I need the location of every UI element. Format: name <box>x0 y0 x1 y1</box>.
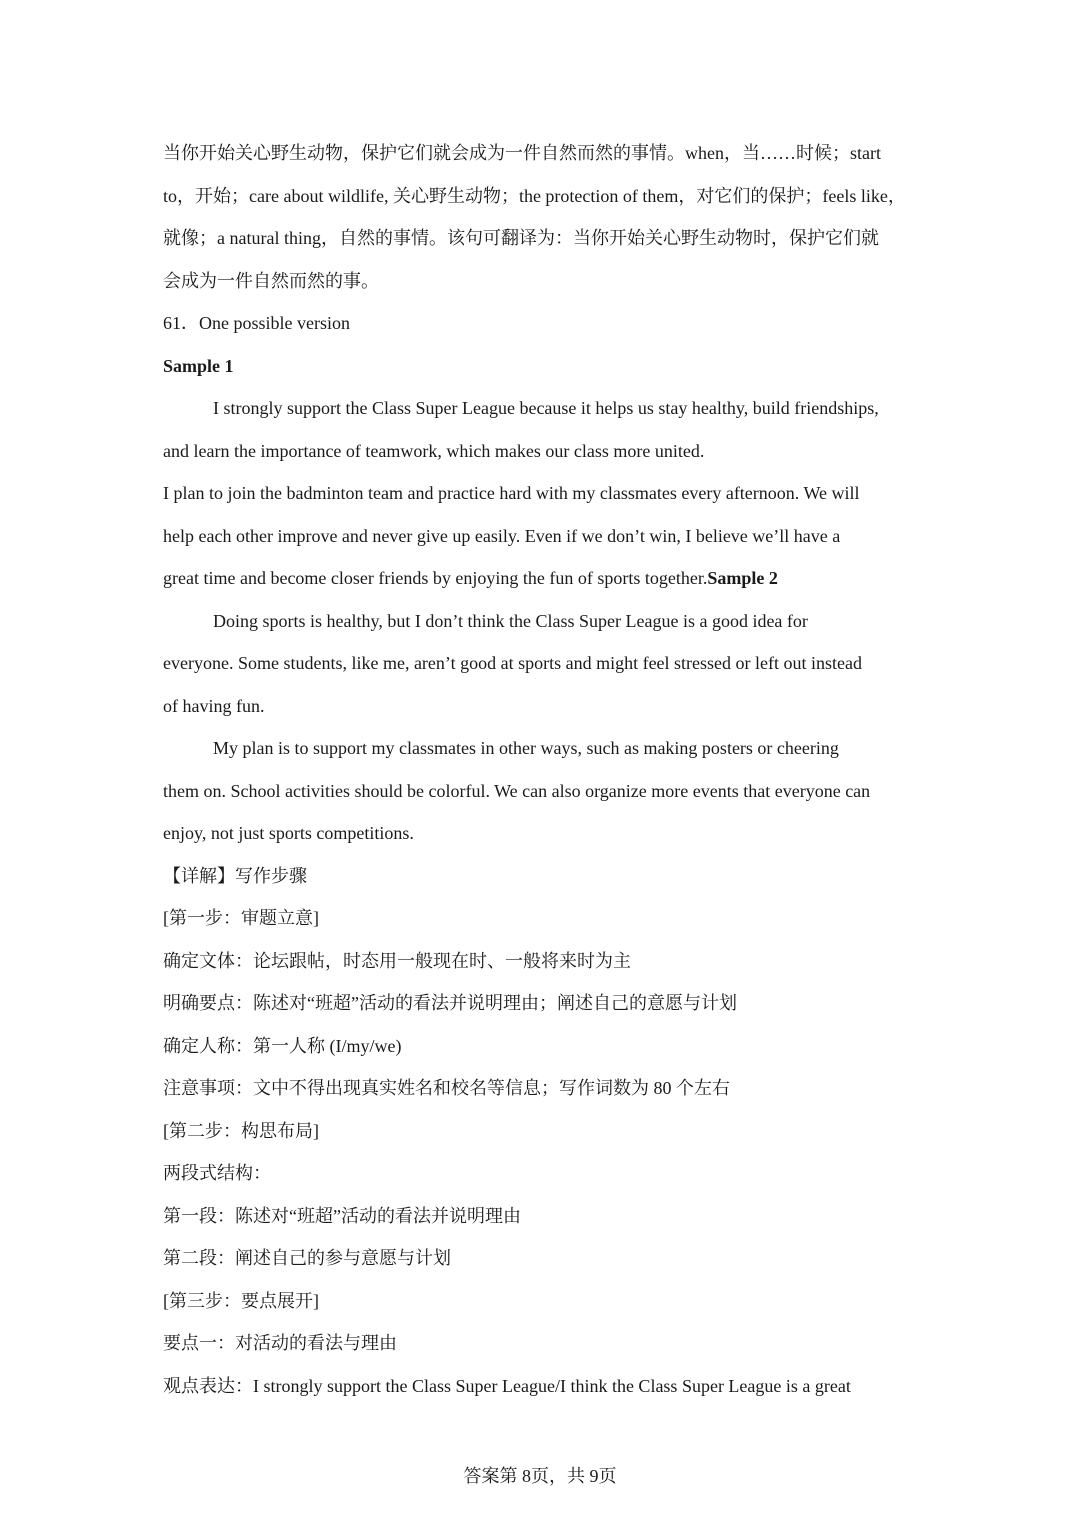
text-line: enjoy, not just sports competitions. <box>163 823 414 843</box>
text-line: 第一段：陈述对“班超”活动的看法并说明理由 <box>163 1205 521 1226</box>
step-heading: [第三步：要点展开] <box>163 1290 319 1311</box>
text-segment: great time and become closer friends by enjoying the fun of sports together. <box>163 568 708 588</box>
text-line: 当你开始关心野生动物，保护它们就会成为一件自然而然的事情。when，当……时候；start <box>163 143 881 163</box>
section-heading: 【详解】写作步骤 <box>163 865 307 886</box>
question-number: 61．One possible version <box>163 313 350 333</box>
step-heading: [第二步：构思布局] <box>163 1120 319 1141</box>
text-line: them on. School activities should be colorful. We can also organize more events that everyone can <box>163 780 871 801</box>
text-line: 注意事项：文中不得出现真实姓名和校名等信息；写作词数为 80 个左右 <box>163 1078 730 1098</box>
sample-heading: Sample 1 <box>163 355 234 376</box>
body-text <box>163 132 923 1407</box>
text-line: and learn the importance of teamwork, which makes our class more united. <box>163 440 705 461</box>
text-line: 两段式结构： <box>163 1163 271 1183</box>
text-line: 要点一：对活动的看法与理由 <box>163 1333 397 1353</box>
step-heading: [第一步：审题立意] <box>163 908 319 928</box>
text-line: My plan is to support my classmates in other ways, such as making posters or cheering <box>213 738 839 758</box>
text-line: help each other improve and never give up easily. Even if we don’t win, I believe we’ll have a <box>163 525 841 546</box>
text-line: I plan to join the badminton team and practice hard with my classmates every afternoon. We will <box>163 483 860 503</box>
text-line: everyone. Some students, like me, aren’t good at sports and might feel stressed or left out instead <box>163 653 863 673</box>
text-line: 明确要点：陈述对“班超”活动的看法并说明理由；阐述自己的意愿与计划 <box>163 993 737 1013</box>
text-line: Doing sports is healthy, but I don’t think the Class Super League is a good idea for <box>213 610 808 631</box>
text-line: 会成为一件自然而然的事。 <box>163 270 379 291</box>
text-line: 第二段：阐述自己的参与意愿与计划 <box>163 1248 451 1268</box>
text-line: to，开始；care about wildlife, 关心野生动物；the protection of them，对它们的保护；feels like， <box>163 185 906 206</box>
text-line: 就像；a natural thing，自然的事情。该句可翻译为：当你开始关心野生动物时，保护它们就 <box>163 228 879 248</box>
text-line: 确定人称：第一人称 (I/my/we) <box>163 1035 402 1056</box>
text-line: 确定文体：论坛跟帖，时态用一般现在时、一般将来时为主 <box>163 950 631 971</box>
text-line: I strongly support the Class Super League because it helps us stay healthy, build friendships, <box>213 398 879 418</box>
sample-heading: Sample 2 <box>707 568 778 588</box>
page-footer: 答案第 8页，共 9页 <box>463 1466 617 1486</box>
text-line: of having fun. <box>163 695 265 716</box>
text-line: 观点表达：I strongly support the Class Super League/I think the Class Super League is a great <box>163 1375 851 1396</box>
text-line <box>163 557 923 600</box>
